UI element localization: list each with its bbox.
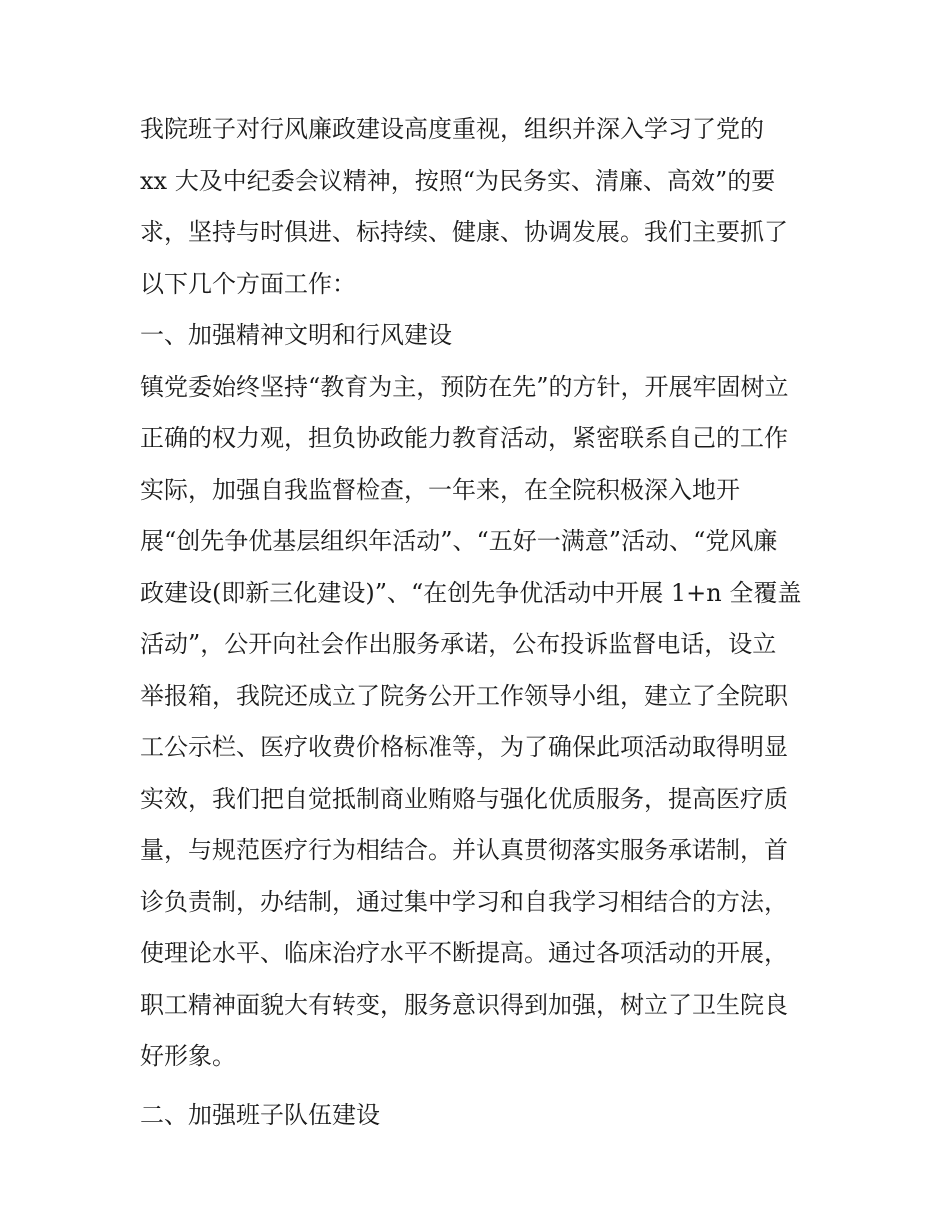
paragraph-line: 活动”，公开向社会作出服务承诺，公布投诉监督电话，设立: [140, 630, 777, 658]
paragraph-line: 好形象。: [140, 1042, 236, 1070]
intro-line: 以下几个方面工作：: [140, 269, 356, 298]
paragraph-line: 举报箱，我院还成立了院务公开工作领导小组，建立了全院职: [140, 681, 788, 710]
paragraph-line: 正确的权力观，担负协政能力教育活动，紧密联系自己的工作: [140, 424, 788, 452]
paragraph-line: 诊负责制，办结制，通过集中学习和自我学习相结合的方法，: [140, 887, 788, 916]
paragraph-line: 工公示栏、医疗收费价格标准等，为了确保此项活动取得明显: [140, 733, 788, 761]
paragraph-line: 实效，我们把自觉抵制商业贿赂与强化优质服务，提高医疗质: [140, 784, 788, 813]
section-heading-1: 一、加强精神文明和行风建设: [140, 321, 452, 349]
paragraph-line: 镇党委始终坚持“教育为主，预防在先”的方针，开展牢固树立: [140, 372, 789, 401]
document-body: [140, 104, 820, 1141]
intro-line: 我院班子对行风廉政建设高度重视，组织并深入学习了党的: [140, 115, 764, 143]
paragraph-line: 实际，加强自我监督检查，一年来，在全院积极深入地开: [140, 475, 740, 504]
section-heading-2: 二、加强班子队伍建设: [140, 1100, 380, 1129]
paragraph-line: 职工精神面貌大有转变，服务意识得到加强，树立了卫生院良: [140, 990, 788, 1019]
intro-line: 求，坚持与时俱进、标持续、健康、协调发展。我们主要抓了: [140, 218, 788, 246]
paragraph-line: 量，与规范医疗行为相结合。并认真贯彻落实服务承诺制，首: [140, 836, 788, 864]
paragraph-line: 展“创先争优基层组织年活动”、“五好一满意”活动、“党风廉: [140, 527, 778, 555]
paragraph-line: 政建设(即新三化建设)”、“在创先争优活动中开展 1+n 全覆盖: [140, 578, 802, 607]
intro-line: xx 大及中纪委会议精神，按照“为民务实、清廉、高效”的要: [140, 166, 776, 195]
paragraph-line: 使理论水平、临床治疗水平不断提高。通过各项活动的开展，: [140, 939, 788, 967]
